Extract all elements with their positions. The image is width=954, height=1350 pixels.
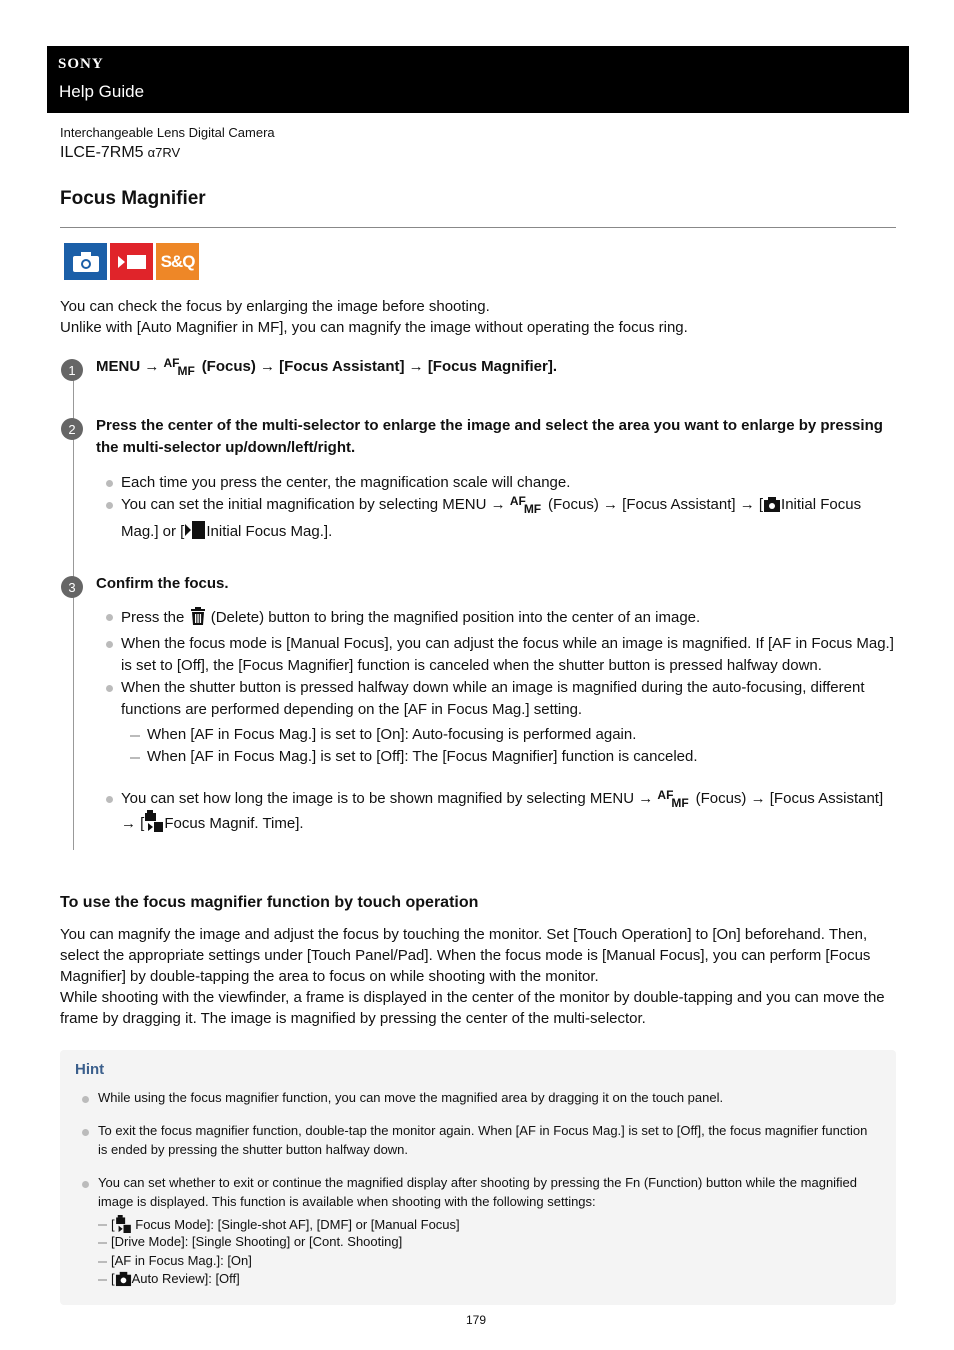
step-3-extra-bullet (105, 788, 900, 839)
intro-text: You can check the focus by enlarging the image before shooting. Unlike with [Auto Magnifier in MF], you can magnify the image without operating the focus ring. (60, 298, 688, 336)
sony-logo: SONY (58, 56, 104, 72)
hint-sub-item: [ Auto Review]: [Off] (98, 1270, 240, 1292)
hint-box (60, 1050, 896, 1305)
list-item: You can set the initial magnification by selecting MENU → AF MF (Focus) → [Focus Assistant] → [ Initial Focus Mag.] or [ Initial Focus Mag.]. (105, 494, 900, 547)
step-1-text: MENU → AF MF (Focus) → [Focus Assistant] → [Focus Magnifier]. (96, 356, 557, 378)
hint-title: Hint (75, 1061, 105, 1078)
step-number-2: 2 (61, 418, 83, 440)
step-3-bullets (105, 606, 900, 721)
hint-item: While using the focus magnifier function, you can move the magnified area by dragging it on the touch panel. (82, 1088, 872, 1107)
movie-icon (110, 243, 153, 280)
help-guide-title[interactable]: Help Guide (59, 82, 145, 101)
movie-mode-icon (184, 520, 206, 547)
step-2-text: Press the center of the multi-selector to enlarge the image and select the area you want to enlarge by pressing the multi-selector up/down/left/right. (96, 417, 883, 456)
page-number: 179 (466, 1313, 487, 1327)
step-2-bullets (105, 472, 900, 547)
hint-sub-item: [ Focus Mode]: [Single-shot AF], [DMF] or [Manual Focus] (98, 1215, 460, 1238)
afmf-icon: AF MF (657, 788, 689, 810)
list-item: Each time you press the center, the magnification scale will change. (105, 472, 900, 494)
still-camera-icon (115, 1270, 132, 1292)
hint-item: To exit the focus magnifier function, double-tap the monitor again. When [AF in Focus Mag.] is set to [Off], the focus magnifier function is ended by pressing the shutter button halfway down. (82, 1121, 872, 1159)
model-alias: α7RV (147, 145, 181, 160)
header-bar (47, 46, 909, 113)
hint-sub-item: [AF in Focus Mag.]: [On] (98, 1252, 252, 1270)
page-title: Focus Magnifier (60, 188, 206, 209)
trash-icon (189, 606, 207, 633)
mode-icons (64, 243, 199, 280)
touch-section-text: You can magnify the image and adjust the focus by touching the monitor. Set [Touch Operation] to [On] beforehand. Then, select the appropriate settings under [Touch Panel/Pad]. When the focus mode is [Manual Focus], you can perform [Focus Magnifier] by double-tapping the area to focus on while shooting with the monitor. While shooting with the viewfinder, a frame is displayed in the center of the monitor by double-tapping and you can move the frame by dragging it. The image is magnified by pressing the center of the multi-selector. (60, 926, 885, 1027)
hint-sub-item: [Drive Mode]: [Single Shooting] or [Cont. Shooting] (98, 1233, 402, 1251)
sq-mode-icon: S&Q (156, 243, 199, 280)
step-number-1: 1 (61, 359, 83, 381)
step-3-text: Confirm the focus. (96, 575, 229, 592)
list-item: When [AF in Focus Mag.] is set to [On]: Auto-focusing is performed again. (130, 724, 890, 746)
title-divider (60, 227, 896, 228)
list-item: When the shutter button is pressed halfway down while an image is magnified during the auto-focusing, different functions are performed depending on the [AF in Focus Mag.] setting. (105, 677, 900, 721)
still-camera-icon (763, 495, 781, 520)
photo-movie-icon (144, 810, 164, 839)
list-item: Press the (Delete) button to bring the magnified position into the center of an image. (105, 606, 900, 633)
steps-connector (73, 380, 74, 850)
product-name: Interchangeable Lens Digital Camera (60, 125, 275, 140)
list-item: You can set how long the image is to be shown magnified by selecting MENU → AF MF (Focus) → [Focus Assistant] → [ Focus Magnif. Time]. (105, 788, 900, 839)
step-number-3: 3 (61, 576, 83, 598)
list-item: When [AF in Focus Mag.] is set to [Off]: The [Focus Magnifier] function is canceled. (130, 746, 890, 768)
hint-item: You can set whether to exit or continue the magnified display after shooting by pressing the Fn (Function) button while the magnified image is displayed. This function is available when shooting with the following settings: (82, 1173, 872, 1211)
afmf-icon: AF MF (509, 494, 542, 516)
touch-section-title: To use the focus magnifier function by touch operation (60, 894, 479, 911)
afmf-icon: AF MF (163, 356, 195, 378)
step-3-sub-bullets (130, 724, 890, 768)
camera-icon (64, 243, 107, 280)
list-item: When the focus mode is [Manual Focus], you can adjust the focus while an image is magnified. If [AF in Focus Mag.] is set to [Off], the [Focus Magnifier] function is canceled when the shutter button is pressed halfway down. (105, 633, 900, 677)
model-name: ILCE-7RM5 α7RV (60, 144, 181, 161)
